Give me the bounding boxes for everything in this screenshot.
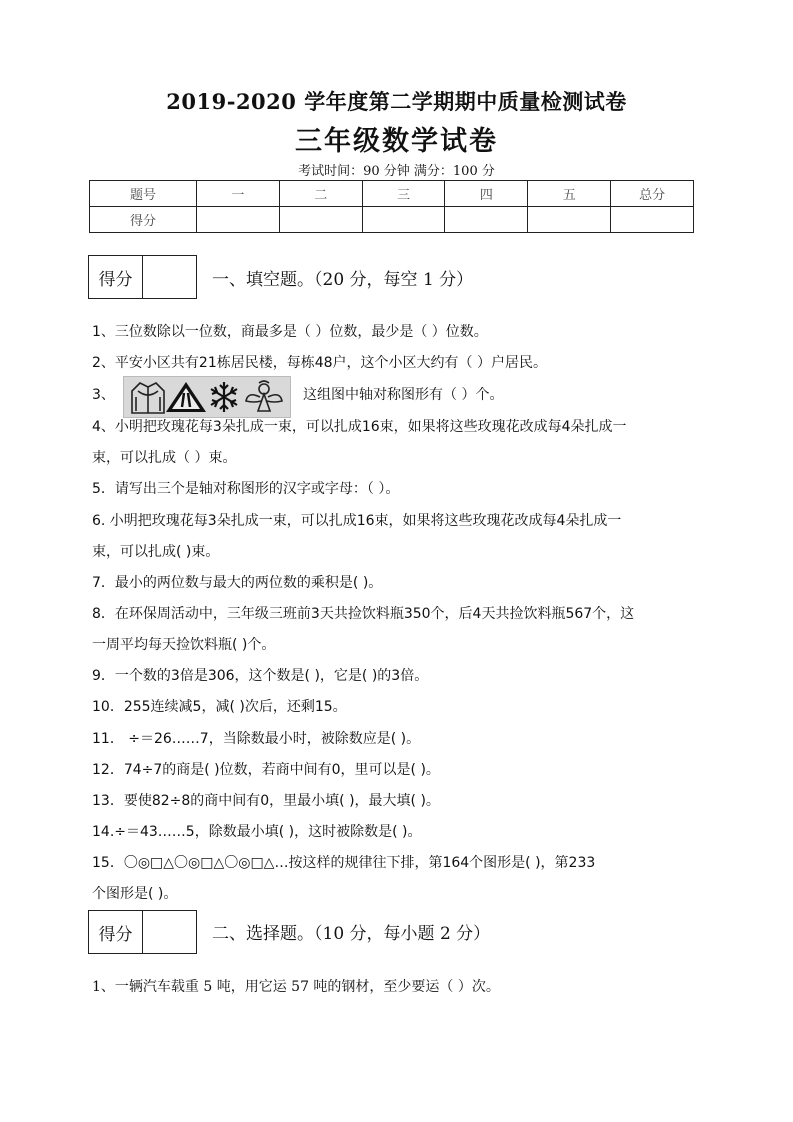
section1-score-blank[interactable] [143, 256, 196, 298]
score-table-blank[interactable] [197, 207, 280, 233]
score-table-header-row [90, 181, 694, 207]
question-5: 5．请写出三个是轴对称图形的汉字或字母：（ ）。 [92, 481, 400, 497]
question-12: 12．74÷7的商是( )位数，若商中间有0，里可以是( )。 [92, 762, 440, 778]
score-table-cell: 一 [197, 181, 280, 207]
angel-icon [246, 381, 282, 411]
score-table-blank[interactable] [528, 207, 611, 233]
coat-icon [132, 383, 164, 413]
question-15-line1: 15．〇◎□△〇◎□△〇◎□△…按这样的规律往下排，第164个图形是( )，第233 [92, 855, 596, 871]
section2-score-label: 得分 [89, 911, 143, 953]
question-10: 10．255连续减5，减( )次后，还剩15。 [92, 699, 347, 715]
score-table-blank[interactable] [279, 207, 362, 233]
section1-score-box [88, 255, 197, 299]
exam-title: 2019-2020 学年度第二学期期中质量检测试卷 [166, 89, 627, 114]
section2-score-blank[interactable] [143, 911, 196, 953]
question-4-line2: 束，可以扎成（ ）束。 [92, 450, 237, 466]
question-11: 11． ÷＝26……7，当除数最小时，被除数应是( )。 [92, 731, 421, 747]
score-table-score-row [90, 207, 694, 233]
score-table-cell: 总分 [611, 181, 694, 207]
score-table-cell: 五 [528, 181, 611, 207]
question-3-number: 3、 [92, 387, 115, 403]
snowflake-icon [211, 382, 237, 412]
warning-triangle-icon [166, 382, 206, 412]
question-1: 1、三位数除以一位数，商最多是（ ）位数，最少是（ ）位数。 [92, 324, 488, 340]
exam-meta: 考试时间：90 分钟 满分：100 分 [298, 164, 495, 179]
score-table-cell: 得分 [90, 207, 197, 233]
score-table-blank[interactable] [445, 207, 528, 233]
question-6-line2: 束，可以扎成( )束。 [92, 544, 220, 560]
score-table-cell: 题号 [90, 181, 197, 207]
score-table-cell: 四 [445, 181, 528, 207]
section2-score-box [88, 910, 197, 954]
question-8-line1: 8．在环保周活动中，三年级三班前3天共捡饮料瓶350个，后4天共捡饮料瓶567个，这 [92, 606, 635, 622]
question-4-line1: 4、小明把玫瑰花每3朵扎成一束，可以扎成16束，如果将这些玫瑰花改成每4朵扎成一 [92, 419, 627, 435]
section1-heading: 一、填空题。（20 分，每空 1 分） [212, 270, 474, 290]
question-13: 13．要使82÷8的商中间有0，里最小填( )，最大填( )。 [92, 793, 440, 809]
score-table-blank[interactable] [362, 207, 445, 233]
section1-score-label: 得分 [89, 256, 143, 298]
score-table [89, 180, 694, 233]
score-table-blank[interactable] [611, 207, 694, 233]
question-15-line2: 个图形是( )。 [92, 886, 178, 902]
section2-heading: 二、选择题。（10 分，每小题 2 分） [212, 924, 491, 944]
question-14: 14.÷＝43……5，除数最小填( )，这时被除数是( )。 [92, 824, 422, 840]
question-7: 7．最小的两位数与最大的两位数的乘积是( )。 [92, 575, 383, 591]
question-2: 2、平安小区共有21栋居民楼，每栋48户，这个小区大约有（ ）户居民。 [92, 355, 547, 371]
score-table-cell: 二 [279, 181, 362, 207]
question-9: 9．一个数的3倍是306，这个数是( )，它是( )的3倍。 [92, 668, 429, 684]
choice-question-1: 1、一辆汽车载重 5 吨，用它运 57 吨的钢材，至少要运（ ）次。 [92, 979, 500, 995]
question-6-line1: 6. 小明把玫瑰花每3朵扎成一束，可以扎成16束，如果将这些玫瑰花改成每4朵扎成一 [92, 513, 622, 529]
question-8-line2: 一周平均每天捡饮料瓶( )个。 [92, 637, 276, 653]
symmetry-figures-image [123, 376, 291, 418]
score-table-cell: 三 [362, 181, 445, 207]
exam-subtitle: 三年级数学试卷 [295, 126, 498, 157]
question-3: 这组图中轴对称图形有（ ）个。 [303, 387, 504, 403]
